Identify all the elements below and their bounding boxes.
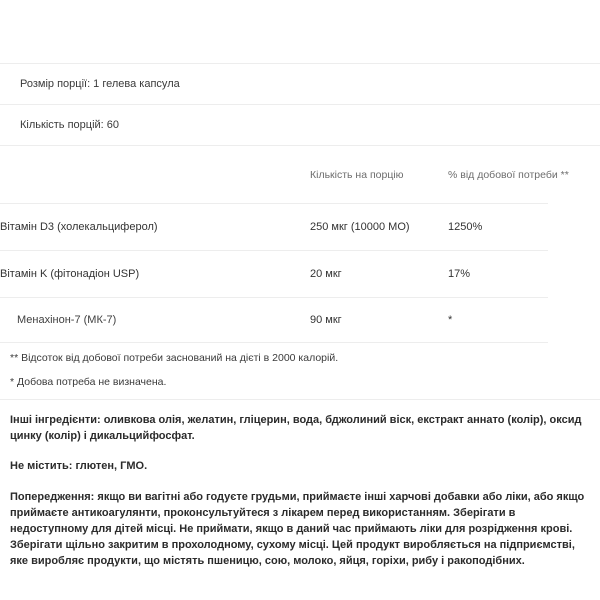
nutrient-name: Менахінон-7 (МК-7): [17, 313, 117, 326]
top-spacer: [0, 0, 600, 63]
nutrient-daily-value: 17%: [448, 267, 471, 280]
other-info-block: [0, 400, 600, 569]
nutrient-name: Вітамін D3 (холекальциферол): [0, 220, 158, 233]
table-header-row: [0, 146, 600, 203]
footnotes-block: [0, 343, 600, 389]
footnote-daily-value-not-established: * Добова потреба не визначена.: [10, 376, 167, 388]
header-daily-value: % від добової потреби **: [448, 168, 569, 181]
servings-count-block: [0, 105, 600, 145]
nutrient-amount: 90 мкг: [310, 313, 342, 326]
free-of-text: Не містить: глютен, ГМО.: [10, 460, 148, 472]
table-row: [0, 298, 600, 342]
header-nutrient-name: [0, 146, 310, 203]
footnote-daily-value-basis: ** Відсоток від добової потреби заснований на дієті в 2000 калорій.: [10, 352, 339, 364]
nutrient-daily-value: *: [448, 313, 453, 326]
nutrient-daily-value: 1250%: [448, 220, 483, 233]
table-row: [0, 251, 600, 297]
serving-size-row: Розмір порції: 1 гелева капсула: [20, 78, 180, 90]
servings-per-container-row: Кількість порцій: 60: [20, 119, 120, 131]
nutrient-amount: 250 мкг (10000 МО): [310, 220, 410, 233]
other-ingredients-text: Інші інгредієнти: оливкова олія, желатин, гліцерин, вода, бджолиний віск, екстракт аннато (колір), оксид цинку (колір) і дикальцийфосфат.: [10, 414, 582, 442]
nutrient-amount: 20 мкг: [310, 267, 342, 280]
warning-text: Попередження: якщо ви вагітні або годуєте грудьми, приймаєте інші харчові добавки або ліки, або якщо приймаєте антикоагулянти, проконсультуйтеся з лікарем перед використанням. Зберігати в недоступному для дітей місці. Не приймати, якщо в даний час приймають ліки для розрідження крові. Зберігати щільно закритим в прохолодному, сухому місці. Цей продукт виробляється на підприємстві, яке виробляє продукти, що містять пшеницю, сою, молоко, яйця, горіхи, рибу і ракоподібних.: [10, 491, 585, 567]
serving-info-block: [0, 64, 600, 104]
table-row: [0, 204, 600, 250]
nutrient-name: Вітамін K (фітонадіон USP): [0, 267, 140, 280]
nutrition-table: [0, 146, 600, 343]
header-amount-per-serving: Кількість на порцію: [310, 168, 404, 181]
